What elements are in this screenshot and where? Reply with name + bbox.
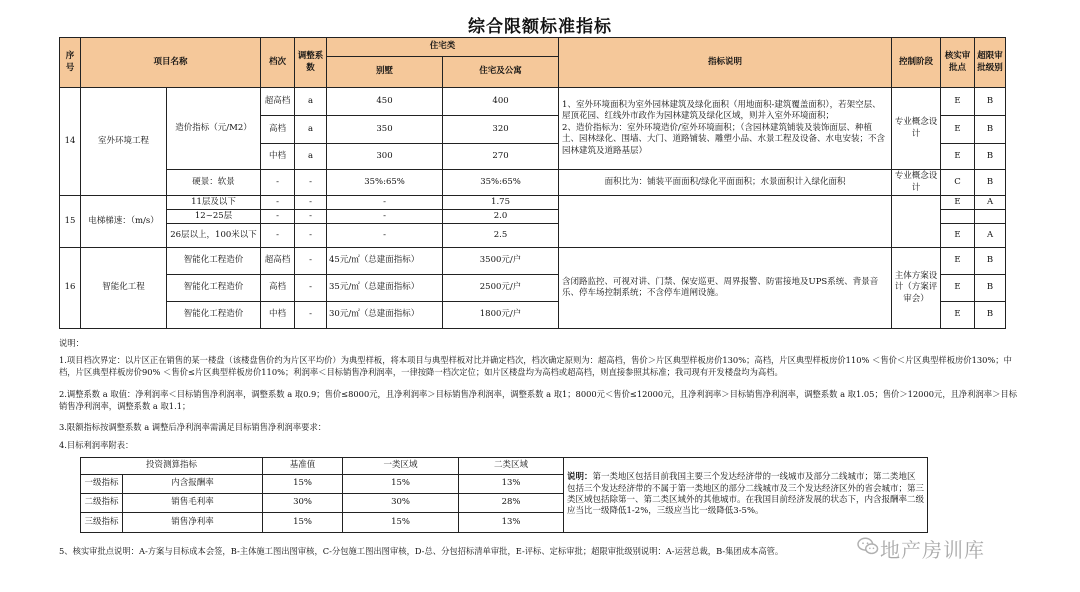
wechat-icon bbox=[857, 536, 879, 556]
note-1: 1.项目档次界定：以片区正在销售的某一楼盘（该楼盘售价约为片区平均价）为典型样板，将本项目与典型样板对比并确定档次，档次确定原则为：超高档，售价＞片区典型样板房价130%；高档，片区典型样板房价110% ＜售价＜片区典型样板房价130%；中档，片区典型样板房价90% ＜售价≤片区典型样板房价110%；利润率＜目标销售净利润率，一律按降一档次定位；如片区楼盘均为高档或超高档，则直接参照其标准；我司现有开发楼盘均为高档。 bbox=[59, 355, 1012, 378]
note-4: 4.目标利润率附表： bbox=[59, 440, 134, 450]
zone-explanation bbox=[564, 458, 928, 533]
item-name: 智能化工程 bbox=[81, 248, 167, 329]
villa-cell: - bbox=[327, 210, 443, 224]
item-name: 室外环境工程 bbox=[81, 88, 167, 196]
grade-cell: - bbox=[261, 170, 295, 196]
villa-cell: 450 bbox=[327, 88, 443, 116]
note-2: 2.调整系数 a 取值：净利润率＜目标销售净利润率，调整系数 a 取0.9；售价≤8000元，且净利润率＞目标销售净利润率，调整系数 a 取1；8000元＜售价≤12000元，且净利润率＞目标销售净利润率，调整系数 a 取1.05；售价＞12000元，且净利润率＞目标销售净利润率，调整系数 a 取1.1； bbox=[59, 389, 1017, 412]
apartment-cell: 2500元/户 bbox=[443, 275, 559, 302]
investment-indicator-table bbox=[80, 457, 928, 533]
sub-item: 造价指标（元/M2） bbox=[167, 88, 261, 170]
base-cell: 15% bbox=[263, 513, 343, 533]
stage-cell: 专业概念设计 bbox=[892, 88, 941, 170]
checkpoint-cell: E bbox=[941, 144, 975, 170]
checkpoint-cell: E bbox=[941, 224, 975, 248]
coef-cell: - bbox=[295, 196, 327, 210]
seq-cell: 15 bbox=[60, 196, 81, 248]
explanation-cell: 1、室外环境面积为室外园林建筑及绿化面积（用地面积-建筑覆盖面积），若架空层、屋顶花园、红线外市政作为园林建筑及绿化区域，则并入室外环境面积； 2、造价指标为：室外环境造价/室外环境面积；（含园林建筑铺装及装饰面层、种植土、园林绿化、围墙、大门、道路铺装、雕塑小品、水景工程及设备、水电安装；不含园林建筑及道路基层） bbox=[559, 88, 892, 170]
checkpoint-cell: E bbox=[941, 302, 975, 329]
sub-item: 智能化工程造价 bbox=[167, 248, 261, 275]
level-cell: B bbox=[975, 248, 1006, 275]
seq-cell: 14 bbox=[60, 88, 81, 196]
level-cell: B bbox=[975, 302, 1006, 329]
coef-cell: a bbox=[295, 144, 327, 170]
apartment-cell: 270 bbox=[443, 144, 559, 170]
col-zone2: 二类区域 bbox=[459, 458, 564, 475]
grade-cell: - bbox=[261, 196, 295, 210]
apartment-cell: 1800元/户 bbox=[443, 302, 559, 329]
zone2-cell: 28% bbox=[459, 494, 564, 513]
apartment-cell: 1.75 bbox=[443, 196, 559, 210]
explanation-text: 第一类地区包括目前我国主要三个发达经济带的一线城市及部分二线城市；第二类地区包括三个发达经济带的不属于第一类地区的部分二线城市及三个发达经济区外的省会城市；第三类区域包括除第一、第二类区域外的其他城市。在我国目前经济发展的状态下，内含报酬率二级应当比一级降低1-2%，三级应当比一级降低3-5%。 bbox=[567, 472, 925, 517]
checkpoint-cell: C bbox=[941, 170, 975, 196]
table-row bbox=[60, 196, 1006, 210]
level-cell bbox=[975, 210, 1006, 224]
zone2-cell: 13% bbox=[459, 475, 564, 494]
col-base: 基准值 bbox=[263, 458, 343, 475]
limit-standard-table bbox=[59, 37, 1006, 329]
apartment-cell: 35%:65% bbox=[443, 170, 559, 196]
table-row bbox=[60, 88, 1006, 116]
grade-cell: 中档 bbox=[261, 302, 295, 329]
villa-cell: 35%:65% bbox=[327, 170, 443, 196]
villa-cell: 30元/㎡（总建面指标） bbox=[327, 302, 443, 329]
grade-cell: 中档 bbox=[261, 144, 295, 170]
indicator-name: 内含报酬率 bbox=[123, 475, 263, 494]
checkpoint-cell: E bbox=[941, 196, 975, 210]
apartment-cell: 2.0 bbox=[443, 210, 559, 224]
grade-cell: 高档 bbox=[261, 275, 295, 302]
stage-cell bbox=[892, 196, 941, 248]
grade-cell: 超高档 bbox=[261, 88, 295, 116]
col-item: 项目名称 bbox=[81, 38, 261, 88]
checkpoint-cell: E bbox=[941, 248, 975, 275]
checkpoint-cell: E bbox=[941, 275, 975, 302]
sub-item: 26层以上，100米以下 bbox=[167, 224, 261, 248]
level-cell: B bbox=[975, 170, 1006, 196]
col-indicator: 投资测算指标 bbox=[81, 458, 263, 475]
villa-cell: 350 bbox=[327, 116, 443, 144]
level-cell: B bbox=[975, 88, 1006, 116]
level-cell: 二级指标 bbox=[81, 494, 123, 513]
coef-cell: - bbox=[295, 302, 327, 329]
checkpoint-cell bbox=[941, 210, 975, 224]
explanation-label: 说明： bbox=[567, 472, 593, 483]
page-title: 综合限额标准指标 bbox=[468, 17, 612, 37]
apartment-cell: 400 bbox=[443, 88, 559, 116]
apartment-cell: 3500元/户 bbox=[443, 248, 559, 275]
watermark-text: 地产房训库 bbox=[880, 538, 985, 562]
apartment-cell: 2.5 bbox=[443, 224, 559, 248]
level-cell: B bbox=[975, 144, 1006, 170]
col-residential: 住宅类 bbox=[327, 38, 559, 57]
villa-cell: - bbox=[327, 196, 443, 210]
villa-cell: 45元/㎡（总建面指标） bbox=[327, 248, 443, 275]
indicator-name: 销售毛利率 bbox=[123, 494, 263, 513]
grade-cell: - bbox=[261, 210, 295, 224]
coef-cell: - bbox=[295, 275, 327, 302]
notes-label: 说明： bbox=[59, 338, 84, 348]
zone2-cell: 13% bbox=[459, 513, 564, 533]
sub-item: 硬景：软景 bbox=[167, 170, 261, 196]
col-explanation: 指标说明 bbox=[559, 38, 892, 88]
sub-item: 智能化工程造价 bbox=[167, 275, 261, 302]
coef-cell: a bbox=[295, 116, 327, 144]
stage-cell: 主体方案设计（方案评审会） bbox=[892, 248, 941, 329]
villa-cell: 300 bbox=[327, 144, 443, 170]
coef-cell: - bbox=[295, 170, 327, 196]
zone1-cell: 15% bbox=[343, 513, 459, 533]
col-zone1: 一类区域 bbox=[343, 458, 459, 475]
coef-cell: - bbox=[295, 248, 327, 275]
level-cell: 三级指标 bbox=[81, 513, 123, 533]
level-cell: B bbox=[975, 116, 1006, 144]
note-3: 3.限额指标按调整系数 a 调整后净利润率需满足目标销售净利润率要求： bbox=[59, 422, 327, 432]
grade-cell: - bbox=[261, 224, 295, 248]
level-cell: B bbox=[975, 275, 1006, 302]
villa-cell: 35元/㎡（总建面指标） bbox=[327, 275, 443, 302]
checkpoint-cell: E bbox=[941, 116, 975, 144]
col-checkpoint: 核实审批点 bbox=[941, 38, 975, 88]
level-cell: 一级指标 bbox=[81, 475, 123, 494]
col-grade: 档次 bbox=[261, 38, 295, 88]
item-name: 电梯梯速：（m/s） bbox=[81, 196, 167, 248]
coef-cell: - bbox=[295, 224, 327, 248]
sub-item: 12~25层 bbox=[167, 210, 261, 224]
stage-cell: 专业概念设计 bbox=[892, 170, 941, 196]
explanation-cell: 含闭路监控、可视对讲、门禁、保安巡更、周界报警、防雷接地及UPS系统、背景音乐、停车场控制系统；不含停车道闸设施。 bbox=[559, 248, 892, 329]
zone1-cell: 30% bbox=[343, 494, 459, 513]
table-row bbox=[60, 170, 1006, 196]
table-row bbox=[60, 248, 1006, 275]
checkpoint-cell: E bbox=[941, 88, 975, 116]
grade-cell: 超高档 bbox=[261, 248, 295, 275]
grade-cell: 高档 bbox=[261, 116, 295, 144]
apartment-cell: 320 bbox=[443, 116, 559, 144]
col-stage: 控制阶段 bbox=[892, 38, 941, 88]
explanation-cell: 面积比为：铺装平面面积/绿化平面面积；水景面积计入绿化面积 bbox=[559, 170, 892, 196]
coef-cell: a bbox=[295, 88, 327, 116]
col-apartment: 住宅及公寓 bbox=[443, 57, 559, 88]
zone1-cell: 15% bbox=[343, 475, 459, 494]
col-over-level: 超限审批级别 bbox=[975, 38, 1006, 88]
col-villa: 别墅 bbox=[327, 57, 443, 88]
coef-cell: - bbox=[295, 210, 327, 224]
base-cell: 15% bbox=[263, 475, 343, 494]
seq-cell: 16 bbox=[60, 248, 81, 329]
explanation-cell bbox=[559, 196, 892, 248]
sub-item: 11层及以下 bbox=[167, 196, 261, 210]
indicator-name: 销售净利率 bbox=[123, 513, 263, 533]
villa-cell: - bbox=[327, 224, 443, 248]
note-5: 5、核实审批点说明：A-方案与目标成本会签，B-主体施工图出图审核，C-分包施工图出图审核，D-总、分包招标清单审批，E-评标、定标审批；超限审批级别说明：A-运营总裁，B-集团成本高管。 bbox=[59, 546, 784, 556]
level-cell: A bbox=[975, 196, 1006, 210]
col-coef: 调整系数 bbox=[295, 38, 327, 88]
level-cell: A bbox=[975, 224, 1006, 248]
sub-item: 智能化工程造价 bbox=[167, 302, 261, 329]
base-cell: 30% bbox=[263, 494, 343, 513]
col-seq: 序号 bbox=[60, 38, 81, 88]
